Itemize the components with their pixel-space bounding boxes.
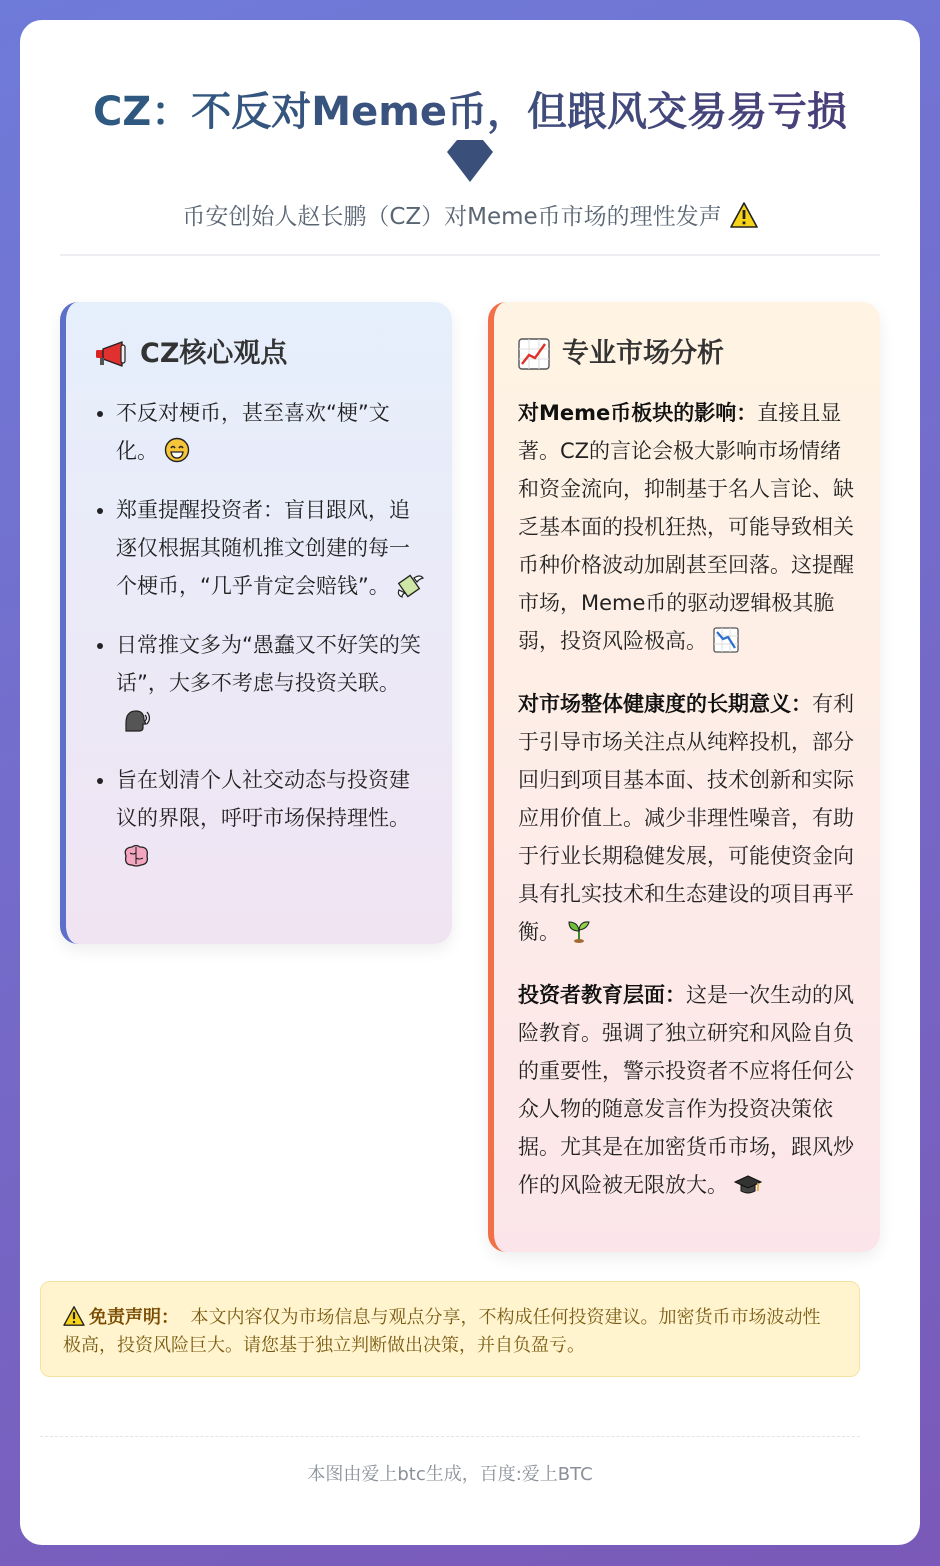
grin-icon: [164, 437, 190, 475]
analysis-section: 对Meme币板块的影响：直接且显著。CZ的言论会极大影响市场情绪和资金流向，抑制基于名人言论、缺乏基本面的投机狂热，可能导致相关币种价格波动加剧甚至回落。这提醒市场，Meme币的驱动逻辑极其脆弱，投资风险极高。: [518, 394, 862, 665]
gem-icon: [447, 140, 493, 182]
disclaimer-box: [40, 1281, 860, 1377]
list-item: • 日常推文多为“愚蠢又不好笑的笑话”，大多不考虑与投资关联。: [116, 626, 430, 745]
analysis-section: 对市场整体健康度的长期意义：有利于引导市场关注点从纯粹投机，部分回归到项目基本面、技术创新和实际应用价值上。减少非理性噪音，有助于行业长期稳健发展，可能使资金向具有扎实技术和生态建设的项目再平衡。: [518, 685, 862, 956]
core-views-card: [60, 302, 452, 944]
list-item: • 郑重提醒投资者：盲目跟风，追逐仅根据其随机推文创建的每一个梗币，“几乎肯定会赔钱”。: [116, 491, 430, 610]
list-item: • 不反对梗币，甚至喜欢“梗”文化。: [116, 394, 430, 475]
chart-down-icon: [713, 627, 739, 665]
footer-divider: [40, 1436, 860, 1437]
warning-icon: [63, 1306, 85, 1326]
chart-up-icon: [518, 338, 550, 370]
footer-text: 本图由爱上btc生成，百度:爱上BTC: [307, 1464, 593, 1485]
brain-icon: [122, 842, 150, 880]
market-analysis-heading: 专业市场分析: [518, 332, 862, 376]
warning-icon: [730, 202, 758, 228]
disclaimer-label: 免责声明：: [89, 1307, 179, 1328]
page-subtitle: 币安创始人赵长鹏（CZ）对Meme币市场的理性发声: [60, 200, 880, 234]
core-views-list: [94, 394, 430, 880]
disclaimer-text: 本文内容仅为市场信息与观点分享，不构成任何投资建议。加密货币市场波动性极高，投资风险巨大。请您基于独立判断做出决策，并自负盈亏。: [63, 1307, 821, 1356]
core-views-heading: CZ核心观点: [94, 332, 430, 376]
content-columns: [60, 256, 880, 1236]
money-wings-icon: [396, 572, 424, 610]
graduation-cap-icon: [734, 1171, 762, 1209]
speaking-head-icon: [122, 707, 150, 745]
page-title: CZ：不反对Meme币，但跟风交易易亏损: [60, 20, 880, 138]
analysis-section: 投资者教育层面：这是一次生动的风险教育。强调了独立研究和风险自负的重要性，警示投资者不应将任何公众人物的随意发言作为投资决策依据。尤其是在加密货币市场，跟风炒作的风险被无限放大。: [518, 976, 862, 1209]
market-analysis-card: [488, 302, 880, 1252]
megaphone-icon: [94, 341, 128, 367]
list-item: • 旨在划清个人社交动态与投资建议的界限，呼吁市场保持理性。: [116, 761, 430, 880]
seedling-icon: [566, 918, 592, 956]
